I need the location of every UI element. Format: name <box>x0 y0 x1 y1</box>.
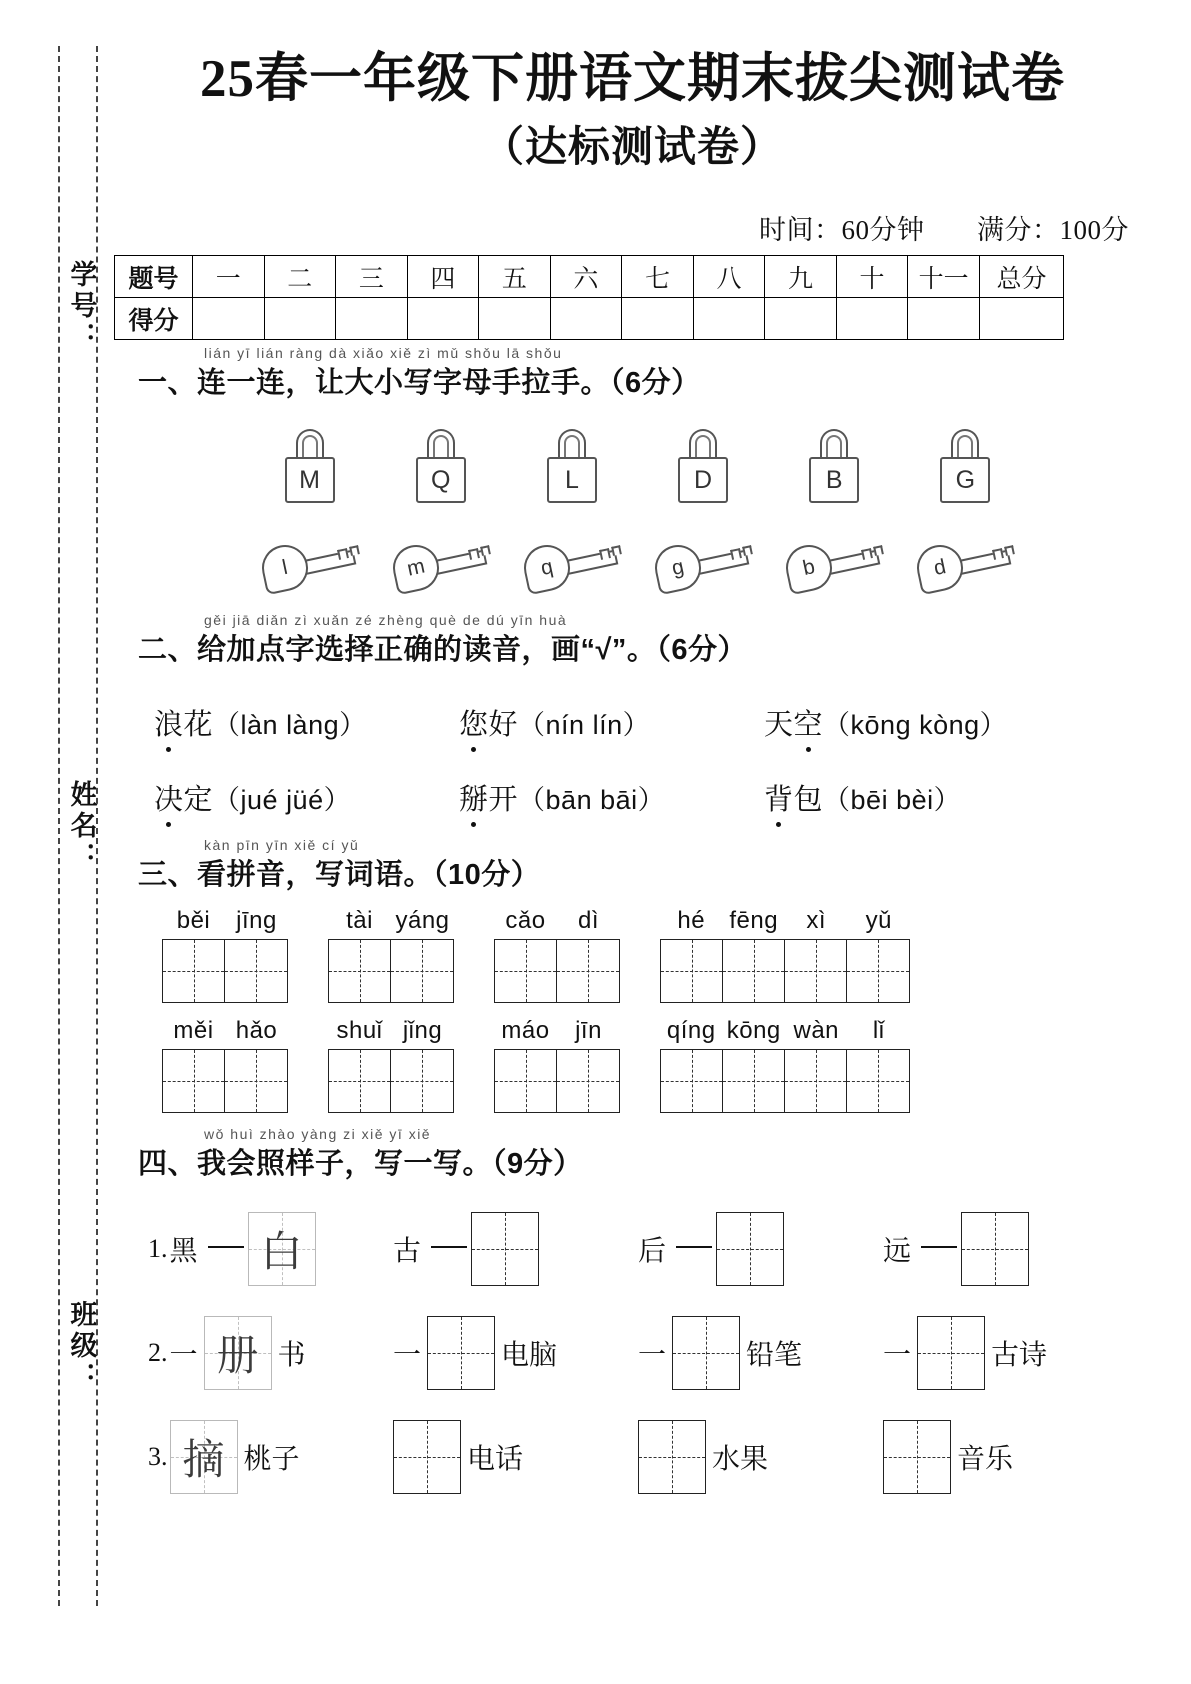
answer-box[interactable] <box>427 1316 495 1390</box>
key-icon[interactable] <box>786 539 882 601</box>
prompt-character: 一 <box>883 1340 912 1372</box>
tianzige-cell[interactable] <box>557 940 619 1002</box>
write-example-item <box>883 1420 1128 1494</box>
pinyin-syllable: jīng <box>236 907 277 935</box>
pinyin-syllable: měi <box>173 1017 214 1045</box>
pinyin-syllable: dì <box>577 907 599 935</box>
write-word-line <box>162 1017 1151 1113</box>
write-example-row <box>114 1212 1151 1286</box>
score-table-col-header: 总分 <box>980 256 1064 298</box>
section-one-title: 一、连一连，让大小写字母手拉手。（6分） <box>138 367 701 400</box>
prompt-character: 一 <box>638 1340 667 1372</box>
score-table-col-header: 九 <box>765 256 837 298</box>
write-example-item <box>883 1316 1128 1390</box>
pinyin-options[interactable]: （nín lín） <box>518 710 651 741</box>
exam-meta <box>114 208 1151 247</box>
pinyin-syllable: qíng <box>666 1017 716 1045</box>
write-example-item <box>883 1212 1128 1286</box>
suffix-text: 水果 <box>712 1444 769 1476</box>
tianzige-cell[interactable] <box>847 940 909 1002</box>
tianzige-grid[interactable] <box>660 939 910 1003</box>
tianzige-grid[interactable] <box>328 939 454 1003</box>
pinyin-syllable: máo <box>501 1017 550 1045</box>
sidebar-field-banji: 班级： <box>66 1299 97 1393</box>
tianzige-cell[interactable] <box>329 940 391 1002</box>
score-table-row-label: 得分 <box>115 298 193 340</box>
section-four-pinyin: wǒ huì zhào yàng zi xiě yī xiě <box>204 1126 432 1143</box>
pinyin-syllable: xì <box>806 907 827 935</box>
pinyin-options[interactable]: （kōng kòng） <box>823 710 1008 741</box>
tianzige-cell[interactable] <box>163 1050 225 1112</box>
score-table-col-header: 三 <box>336 256 408 298</box>
pinyin-syllable: yǔ <box>865 907 892 935</box>
write-example-row <box>114 1420 1151 1494</box>
tianzige-cell[interactable] <box>391 940 453 1002</box>
item-number: 2. <box>148 1338 168 1368</box>
prompt-character: 黑 <box>169 1236 198 1268</box>
pinyin-syllable: hǎo <box>235 1017 278 1045</box>
example-character: 册 <box>216 1332 259 1380</box>
dash-connector <box>431 1246 467 1248</box>
lock-icon[interactable] <box>545 429 599 505</box>
pinyin-syllable: lǐ <box>872 1017 885 1045</box>
score-table-col-header: 四 <box>407 256 479 298</box>
sidebar-field-xuehao: 学号： <box>66 259 97 353</box>
dotted-character: 您 <box>459 702 489 743</box>
score-table-col-header: 一 <box>193 256 265 298</box>
word-pinyin <box>328 1017 454 1045</box>
score-table-col-header: 七 <box>622 256 694 298</box>
word-pinyin <box>162 907 288 935</box>
pinyin-choice-item[interactable]: 浪花（làn làng） <box>154 702 459 743</box>
write-example-item <box>148 1212 393 1286</box>
write-word-group <box>162 907 288 1003</box>
score-table-col-header: 五 <box>479 256 551 298</box>
tianzige-cell[interactable] <box>391 1050 453 1112</box>
pinyin-choice-item[interactable]: 您好（nín lín） <box>459 702 764 743</box>
score-input-cell[interactable] <box>336 298 408 340</box>
key-icon[interactable] <box>917 539 1013 601</box>
word-pinyin <box>494 907 620 935</box>
lowercase-key-row <box>114 531 1151 601</box>
suffix-text: 书 <box>277 1340 306 1372</box>
tianzige-cell[interactable] <box>495 1050 557 1112</box>
prompt-character: 一 <box>169 1340 198 1372</box>
answer-box[interactable] <box>471 1212 539 1286</box>
lock-letter: L <box>547 457 597 503</box>
lock-letter: D <box>678 457 728 503</box>
time-label: 时间：60分钟 <box>759 215 925 246</box>
key-letter: d <box>913 541 968 596</box>
section-four <box>114 1126 1151 1494</box>
pinyin-choice-row <box>114 777 1151 818</box>
pinyin-choice-item[interactable]: 天空（kōng kòng） <box>764 702 1069 743</box>
score-input-cell[interactable] <box>550 298 622 340</box>
lock-icon[interactable] <box>938 429 992 505</box>
prompt-character: 后 <box>638 1236 667 1268</box>
write-word-line <box>162 907 1151 1003</box>
score-table-col-header: 六 <box>550 256 622 298</box>
lock-letter: B <box>809 457 859 503</box>
word-pinyin <box>162 1017 288 1045</box>
prompt-character: 古 <box>393 1236 422 1268</box>
key-letter: m <box>388 541 443 596</box>
suffix-text: 电脑 <box>501 1340 558 1372</box>
write-example-item <box>148 1316 393 1390</box>
sidebar-field-xingming: 姓名： <box>66 779 97 873</box>
write-word-group <box>162 1017 288 1113</box>
suffix-text: 古诗 <box>991 1340 1048 1372</box>
sidebar-divider <box>96 46 98 1606</box>
pinyin-options[interactable]: （làn làng） <box>213 710 367 741</box>
score-input-cell[interactable] <box>765 298 837 340</box>
score-input-cell[interactable] <box>908 298 980 340</box>
uppercase-lock-row <box>114 423 1151 505</box>
score-table-col-header: 十一 <box>908 256 980 298</box>
tianzige-cell[interactable] <box>723 1050 785 1112</box>
tianzige-grid[interactable] <box>494 939 620 1003</box>
section-two-title: 二、给加点字选择正确的读音，画“√”。（6分） <box>138 634 748 667</box>
lock-icon[interactable] <box>283 429 337 505</box>
answer-box[interactable] <box>393 1420 461 1494</box>
tianzige-cell[interactable] <box>495 940 557 1002</box>
pinyin-choice-item[interactable]: 决定（jué jüé） <box>154 777 459 818</box>
answer-box[interactable] <box>716 1212 784 1286</box>
dash-connector <box>676 1246 712 1248</box>
key-icon[interactable] <box>393 539 489 601</box>
suffix-text: 电话 <box>467 1444 524 1476</box>
lock-icon[interactable] <box>807 429 861 505</box>
dotted-character: 背 <box>764 777 794 818</box>
answer-box[interactable] <box>248 1212 316 1286</box>
word-pinyin <box>660 907 910 935</box>
key-icon[interactable] <box>262 539 358 601</box>
section-two <box>114 612 1151 818</box>
suffix-text: 音乐 <box>957 1444 1014 1476</box>
lock-letter: M <box>285 457 335 503</box>
pinyin-syllable: yáng <box>395 907 450 935</box>
dotted-character: 空 <box>794 702 824 743</box>
page-title: 25春一年级下册语文期末拔尖测试卷 <box>200 50 1065 108</box>
pinyin-options[interactable]: （jué jüé） <box>213 785 352 816</box>
total-score-label: 满分：100分 <box>977 215 1129 246</box>
tianzige-cell[interactable] <box>785 940 847 1002</box>
suffix-text: 桃子 <box>243 1444 300 1476</box>
prompt-character: 远 <box>883 1236 912 1268</box>
tianzige-grid[interactable] <box>494 1049 620 1113</box>
tianzige-cell[interactable] <box>661 1050 723 1112</box>
section-four-title: 四、我会照样子，写一写。（9分） <box>138 1148 583 1181</box>
pinyin-syllable: jīn <box>575 1017 602 1045</box>
score-table-col-header: 二 <box>264 256 336 298</box>
section-two-pinyin: gěi jiā diǎn zì xuǎn zé zhèng què de dú yīn huà <box>204 612 568 629</box>
pinyin-syllable: fēng <box>729 907 779 935</box>
score-table-col-header: 八 <box>693 256 765 298</box>
section-three <box>114 837 1151 1113</box>
tianzige-grid[interactable] <box>328 1049 454 1113</box>
write-example-item <box>393 1420 638 1494</box>
pinyin-syllable: cǎo <box>505 907 546 935</box>
write-word-group <box>660 907 910 1003</box>
write-word-group <box>328 907 454 1003</box>
score-input-cell[interactable] <box>980 298 1064 340</box>
answer-box[interactable] <box>170 1420 238 1494</box>
answer-box[interactable] <box>917 1316 985 1390</box>
score-table-score-row <box>115 298 1064 340</box>
dotted-character: 浪 <box>154 702 184 743</box>
word-pinyin <box>660 1017 910 1045</box>
tianzige-cell[interactable] <box>163 940 225 1002</box>
tianzige-cell[interactable] <box>557 1050 619 1112</box>
pinyin-choice-item[interactable]: 背包（bēi bèi） <box>764 777 1069 818</box>
pinyin-options[interactable]: （bān bāi） <box>518 785 666 816</box>
answer-box[interactable] <box>961 1212 1029 1286</box>
tianzige-cell[interactable] <box>329 1050 391 1112</box>
write-example-item <box>148 1420 393 1494</box>
tianzige-cell[interactable] <box>225 1050 287 1112</box>
tianzige-cell[interactable] <box>723 940 785 1002</box>
key-icon[interactable] <box>655 539 751 601</box>
lock-icon[interactable] <box>414 429 468 505</box>
dotted-character: 掰 <box>459 777 489 818</box>
tianzige-cell[interactable] <box>847 1050 909 1112</box>
section-one-pinyin: lián yī lián ràng dà xiǎo xiě zì mǔ shǒu lā shǒu <box>204 345 563 362</box>
pinyin-syllable: tài <box>346 907 373 935</box>
dash-connector <box>921 1246 957 1248</box>
pinyin-syllable: běi <box>176 907 211 935</box>
score-input-cell[interactable] <box>264 298 336 340</box>
score-table-row-label: 题号 <box>115 256 193 298</box>
score-input-cell[interactable] <box>622 298 694 340</box>
write-example-item <box>638 1316 883 1390</box>
pinyin-syllable: hé <box>677 907 706 935</box>
pinyin-syllable: kōng <box>726 1017 781 1045</box>
write-word-group <box>328 1017 454 1113</box>
word-pinyin <box>328 907 454 935</box>
pinyin-syllable: jǐng <box>402 1017 443 1045</box>
prompt-character: 一 <box>393 1340 422 1372</box>
score-table-header-row <box>115 256 1064 298</box>
score-input-cell[interactable] <box>479 298 551 340</box>
item-number: 1. <box>148 1234 168 1264</box>
section-one <box>114 345 1151 601</box>
key-letter: g <box>651 541 706 596</box>
word-pinyin <box>494 1017 620 1045</box>
score-input-cell[interactable] <box>836 298 908 340</box>
suffix-text: 铅笔 <box>746 1340 803 1372</box>
dotted-character: 决 <box>154 777 184 818</box>
key-letter: l <box>257 541 312 596</box>
tianzige-cell[interactable] <box>225 940 287 1002</box>
score-input-cell[interactable] <box>193 298 265 340</box>
answer-box[interactable] <box>672 1316 740 1390</box>
lock-icon[interactable] <box>676 429 730 505</box>
write-example-item <box>638 1212 883 1286</box>
pinyin-choice-row <box>114 702 1151 743</box>
pinyin-syllable: wàn <box>793 1017 840 1045</box>
section-three-title: 三、看拼音，写词语。（10分） <box>138 859 541 892</box>
key-letter: b <box>782 541 837 596</box>
exam-page <box>104 0 1191 1684</box>
lock-letter: G <box>940 457 990 503</box>
key-icon[interactable] <box>524 539 620 601</box>
section-three-pinyin: kàn pīn yīn xiě cí yǔ <box>204 837 360 854</box>
score-table <box>114 255 1064 340</box>
write-example-item <box>393 1316 638 1390</box>
write-example-row <box>114 1316 1151 1390</box>
tianzige-grid[interactable] <box>660 1049 910 1113</box>
example-character: 白 <box>260 1228 303 1276</box>
tianzige-cell[interactable] <box>661 940 723 1002</box>
answer-box[interactable] <box>638 1420 706 1494</box>
answer-box[interactable] <box>883 1420 951 1494</box>
score-table-col-header: 十 <box>836 256 908 298</box>
dash-connector <box>208 1246 244 1248</box>
score-input-cell[interactable] <box>693 298 765 340</box>
pinyin-options[interactable]: （bēi bèi） <box>823 785 962 816</box>
write-example-item <box>393 1212 638 1286</box>
write-word-group <box>660 1017 910 1113</box>
page-subtitle: （达标测试卷） <box>481 125 783 172</box>
write-example-item <box>638 1420 883 1494</box>
pinyin-choice-item[interactable]: 掰开（bān bāi） <box>459 777 764 818</box>
pinyin-syllable: shuǐ <box>336 1017 383 1045</box>
tianzige-grid[interactable] <box>162 1049 288 1113</box>
example-character: 摘 <box>182 1436 225 1484</box>
item-number: 3. <box>148 1442 168 1472</box>
answer-box[interactable] <box>204 1316 272 1390</box>
score-input-cell[interactable] <box>407 298 479 340</box>
tianzige-cell[interactable] <box>785 1050 847 1112</box>
tianzige-grid[interactable] <box>162 939 288 1003</box>
write-word-group <box>494 907 620 1003</box>
lock-letter: Q <box>416 457 466 503</box>
key-letter: q <box>520 541 575 596</box>
write-word-group <box>494 1017 620 1113</box>
